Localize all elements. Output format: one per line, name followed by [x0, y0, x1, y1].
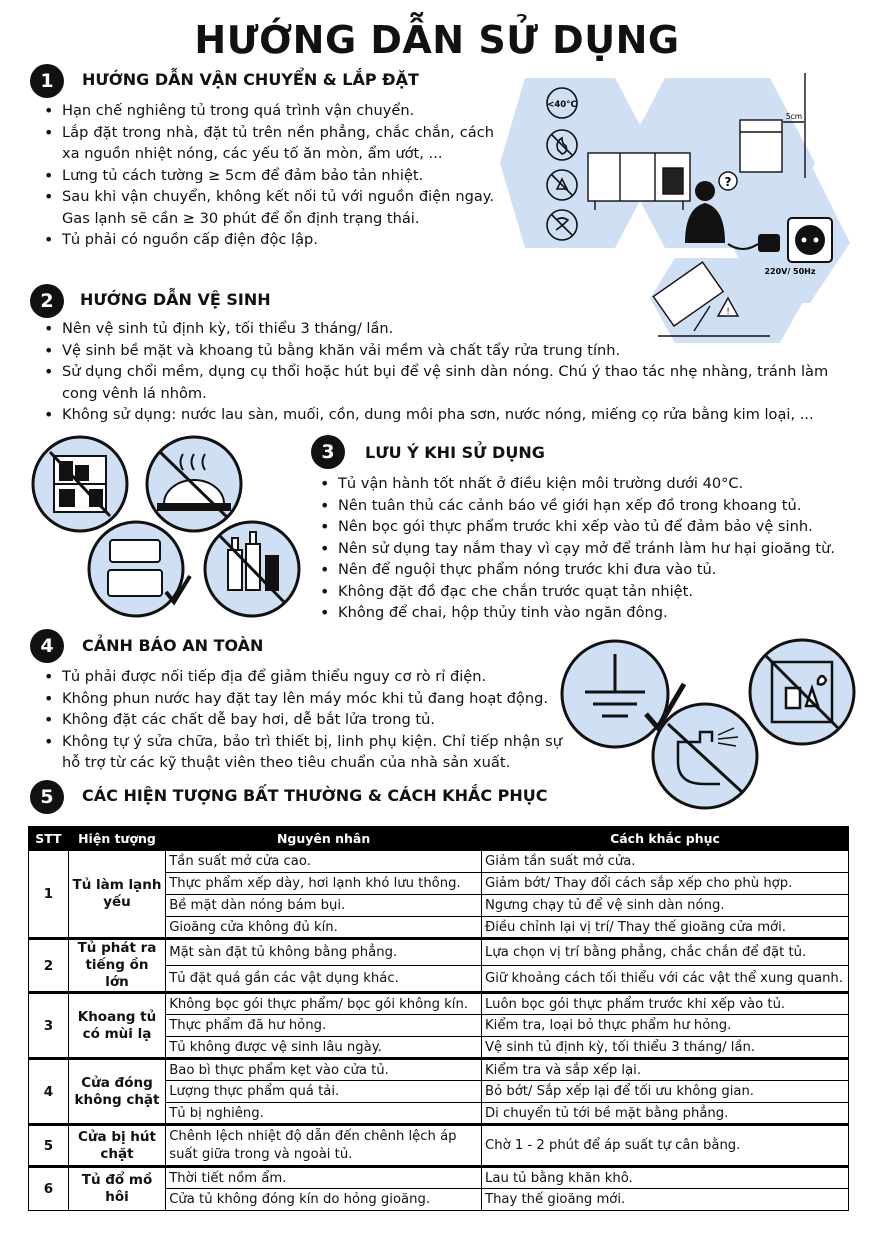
safety-illustration	[560, 632, 860, 812]
row-cause: Thực phẩm đã hư hỏng.	[166, 1015, 482, 1037]
row-fix: Giảm tần suất mở cửa.	[482, 851, 849, 873]
section-2-number: 2	[30, 284, 64, 318]
list-item: • Tủ phải được nối tiếp địa để giảm thiểu nguy cơ rò rỉ điện.	[36, 666, 562, 688]
row-fix: Giữ khoảng cách tối thiểu với các vật thể xung quanh.	[482, 966, 849, 993]
list-item: • Sử dụng chổi mềm, dụng cụ thổi hoặc hút bụi để vệ sinh dàn nóng. Chú ý thao tác nhẹ nhàng, tránh làm cong vênh lá nhôm.	[36, 361, 856, 404]
svg-text:!: !	[726, 307, 730, 317]
row-fix: Giảm bớt/ Thay đổi cách sắp xếp cho phù hợp.	[482, 873, 849, 895]
row-fix: Điều chỉnh lại vị trí/ Thay thế gioăng cửa mới.	[482, 917, 849, 939]
row-fix: Chờ 1 - 2 phút để áp suất tự cân bằng.	[482, 1125, 849, 1167]
section-3-number: 3	[311, 435, 345, 469]
list-item: • Tủ vận hành tốt nhất ở điều kiện môi trường dưới 40°C.	[312, 473, 857, 495]
row-symptom: Tủ phát ra tiếng ồn lớn	[68, 939, 165, 993]
section-4-heading: CẢNH BÁO AN TOÀN	[82, 636, 264, 655]
row-fix: Thay thế gioăng mới.	[482, 1189, 849, 1211]
row-cause: Bao bì thực phẩm kẹt vào cửa tủ.	[166, 1059, 482, 1081]
list-item: • Không để chai, hộp thủy tinh vào ngăn đông.	[312, 602, 857, 624]
section-5-heading: CÁC HIỆN TƯỢNG BẤT THƯỜNG & CÁCH KHẮC PHỤC	[82, 786, 548, 805]
table-row	[29, 993, 849, 1015]
row-stt: 4	[29, 1059, 69, 1125]
row-cause: Tủ bị nghiêng.	[166, 1103, 482, 1125]
list-item: • Nên bọc gói thực phẩm trước khi xếp vào tủ để đảm bảo vệ sinh.	[312, 516, 857, 538]
section-1-heading: HƯỚNG DẪN VẬN CHUYỂN & LẮP ĐẶT	[82, 70, 419, 89]
table-row	[29, 851, 849, 873]
row-symptom: Cửa đóng không chặt	[68, 1059, 165, 1125]
row-fix: Ngưng chạy tủ để vệ sinh dàn nóng.	[482, 895, 849, 917]
installation-illustration	[500, 68, 860, 348]
row-stt: 6	[29, 1167, 69, 1211]
table-header-row	[29, 827, 849, 851]
row-fix: Luôn bọc gói thực phẩm trước khi xếp vào tủ.	[482, 993, 849, 1015]
row-stt: 3	[29, 993, 69, 1059]
row-cause: Chênh lệch nhiệt độ dẫn đến chênh lệch áp suất giữa trong và ngoài tủ.	[166, 1125, 482, 1167]
section-4-list	[36, 666, 562, 774]
row-fix: Lựa chọn vị trí bằng phẳng, chắc chắn để đặt tủ.	[482, 939, 849, 966]
section-3-list	[312, 473, 857, 624]
list-item: • Hạn chế nghiêng tủ trong quá trình vận chuyển.	[36, 100, 494, 122]
list-item: • Tủ phải có nguồn cấp điện độc lập.	[36, 229, 494, 251]
section-3-heading: LƯU Ý KHI SỬ DỤNG	[365, 443, 545, 462]
list-item: • Nên để nguội thực phẩm nóng trước khi đưa vào tủ.	[312, 559, 857, 581]
row-cause: Gioăng cửa không đủ kín.	[166, 917, 482, 939]
list-item: • Lưng tủ cách tường ≥ 5cm để đảm bảo tản nhiệt.	[36, 165, 494, 187]
list-item: • Không tự ý sửa chữa, bảo trì thiết bị, linh phụ kiện. Chỉ tiếp nhận sự hỗ trợ từ các kỹ thuật viên theo tiêu chuẩn của nhà sản xuất.	[36, 731, 562, 774]
list-item: • Không phun nước hay đặt tay lên máy móc khi tủ đang hoạt động.	[36, 688, 562, 710]
list-item: • Không đặt các chất dễ bay hơi, dễ bắt lửa trong tủ.	[36, 709, 562, 731]
row-cause: Tủ đặt quá gần các vật dụng khác.	[166, 966, 482, 993]
row-fix: Lau tủ bằng khăn khô.	[482, 1167, 849, 1189]
row-cause: Thực phẩm xếp dày, hơi lạnh khó lưu thông.	[166, 873, 482, 895]
temp-label: <40°C	[547, 100, 577, 110]
troubleshooting-table	[28, 826, 849, 1211]
row-stt: 1	[29, 851, 69, 939]
row-symptom: Khoang tủ có mùi lạ	[68, 993, 165, 1059]
row-stt: 2	[29, 939, 69, 993]
table-row	[29, 1059, 849, 1081]
shelf-limit-icon	[50, 452, 110, 516]
row-symptom: Tủ đổ mồ hôi	[68, 1167, 165, 1211]
header-symptom: Hiện tượng	[68, 827, 165, 851]
table-row	[29, 1125, 849, 1167]
row-cause: Tần suất mở cửa cao.	[166, 851, 482, 873]
list-item: • Lắp đặt trong nhà, đặt tủ trên nền phẳng, chắc chắn, cách xa nguồn nhiệt nóng, các yếu tố ăn mòn, ẩm ướt, ...	[36, 122, 494, 165]
row-fix: Di chuyển tủ tới bề mặt bằng phẳng.	[482, 1103, 849, 1125]
table-row	[29, 1167, 849, 1189]
row-cause: Mặt sàn đặt tủ không bằng phẳng.	[166, 939, 482, 966]
list-item: • Vệ sinh bề mặt và khoang tủ bằng khăn vải mềm và chất tẩy rửa trung tính.	[36, 340, 856, 362]
gap-label: 5cm	[785, 112, 803, 121]
section-5-number: 5	[30, 780, 64, 814]
list-item: • Không đặt đồ đạc che chắn trước quạt tản nhiệt.	[312, 581, 857, 603]
list-item: • Nên tuân thủ các cảnh báo về giới hạn xếp đồ trong khoang tủ.	[312, 495, 857, 517]
row-symptom: Tủ làm lạnh yếu	[68, 851, 165, 939]
section-4-number: 4	[30, 629, 64, 663]
list-item: • Nên sử dụng tay nắm thay vì cạy mở để tránh làm hư hại gioăng từ.	[312, 538, 857, 560]
row-cause: Tủ không được vệ sinh lâu ngày.	[166, 1037, 482, 1059]
list-item: • Sau khi vận chuyển, không kết nối tủ với nguồn điện ngay. Gas lạnh sẽ cần ≥ 30 phút để ổn định trạng thái.	[36, 186, 494, 229]
row-cause: Lượng thực phẩm quá tải.	[166, 1081, 482, 1103]
row-cause: Không bọc gói thực phẩm/ bọc gói không kín.	[166, 993, 482, 1015]
row-fix: Vệ sinh tủ định kỳ, tối thiểu 3 tháng/ lần.	[482, 1037, 849, 1059]
row-cause: Bề mặt dàn nóng bám bụi.	[166, 895, 482, 917]
row-fix: Bỏ bớt/ Sắp xếp lại để tối ưu không gian.	[482, 1081, 849, 1103]
question-icon: ?	[724, 175, 732, 189]
row-fix: Kiểm tra, loại bỏ thực phẩm hư hỏng.	[482, 1015, 849, 1037]
row-symptom: Cửa bị hút chặt	[68, 1125, 165, 1167]
row-cause: Cửa tủ không đóng kín do hỏng gioăng.	[166, 1189, 482, 1211]
section-2-list	[36, 318, 856, 426]
fridge-icon	[588, 153, 690, 210]
section-2-heading: HƯỚNG DẪN VỆ SINH	[80, 290, 271, 309]
section-1-number: 1	[30, 64, 64, 98]
table-row	[29, 939, 849, 966]
usage-illustration	[28, 432, 303, 624]
section-1-list	[36, 100, 494, 251]
page-title: HƯỚNG DẪN SỬ DỤNG	[194, 18, 680, 62]
header-stt: STT	[29, 827, 69, 851]
header-cause: Nguyên nhân	[166, 827, 482, 851]
row-fix: Kiểm tra và sắp xếp lại.	[482, 1059, 849, 1081]
header-fix: Cách khắc phục	[482, 827, 849, 851]
list-item: • Nên vệ sinh tủ định kỳ, tối thiểu 3 tháng/ lần.	[36, 318, 856, 340]
list-item: • Không sử dụng: nước lau sàn, muối, cồn, dung môi pha sơn, nước nóng, miếng cọ rửa bằng kim loại, ...	[36, 404, 856, 426]
row-stt: 5	[29, 1125, 69, 1167]
row-cause: Thời tiết nồm ẩm.	[166, 1167, 482, 1189]
power-label: 220V/ 50Hz	[764, 267, 816, 276]
